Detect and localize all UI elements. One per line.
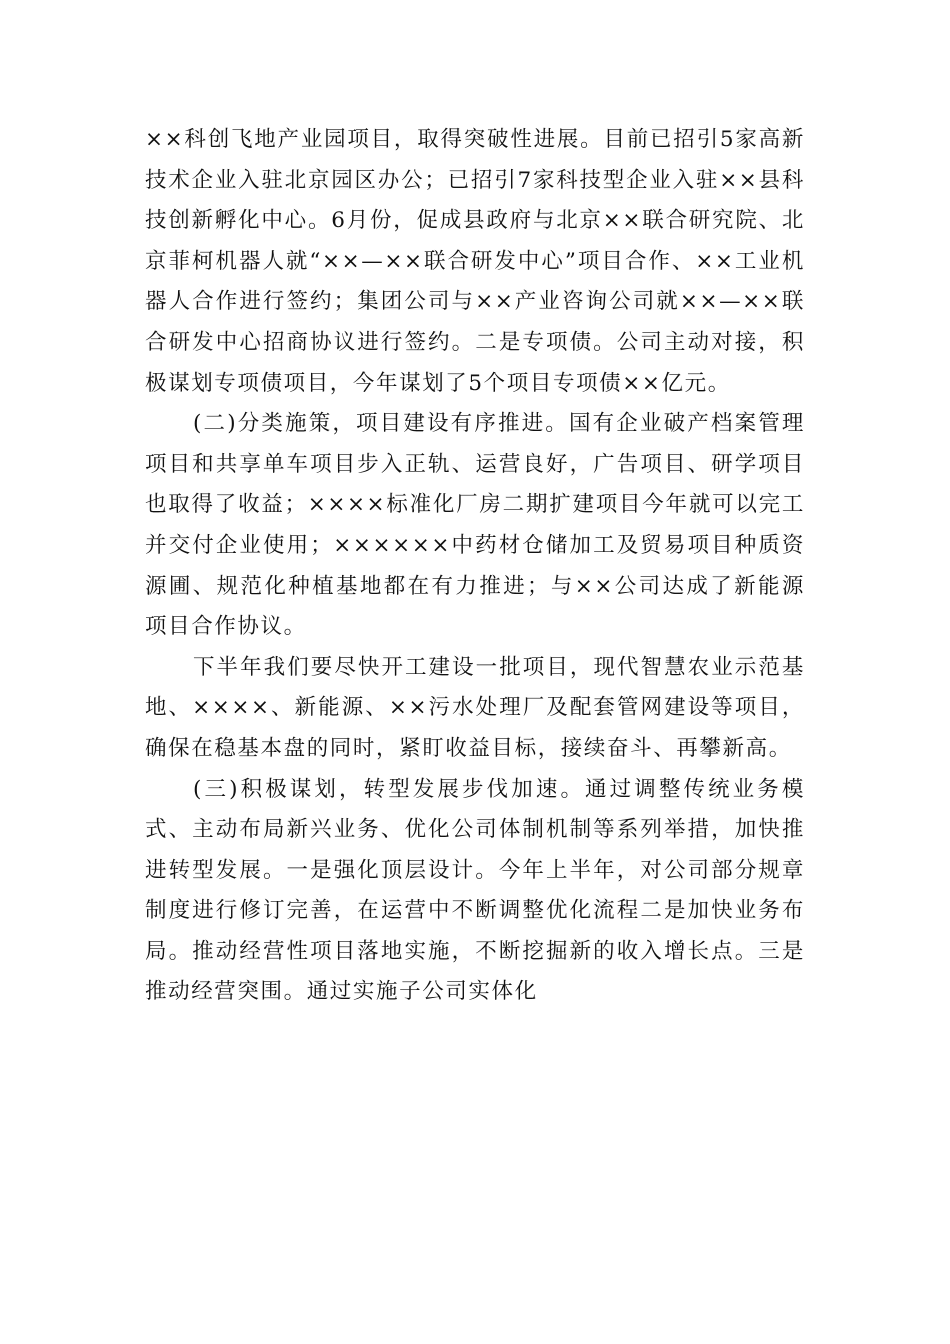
document-body bbox=[145, 120, 805, 1013]
paragraph-continuation: ××科创飞地产业园项目，取得突破性进展。目前已招引5家高新技术企业入驻北京园区办公；已招引7家科技型企业入驻××县科技创新孵化中心。6月份，促成县政府与北京××联合研究院、北京菲柯机器人就“××—××联合研发中心”项目合作、××工业机器人合作进行签约；集团公司与××产业咨询公司就××—××联合研发中心招商协议进行签约。二是专项债。公司主动对接，积极谋划专项债项目，今年谋划了5个项目专项债××亿元。 bbox=[145, 127, 805, 396]
paragraph-section-three: (三)积极谋划，转型发展步伐加速。通过调整传统业务模式、主动布局新兴业务、优化公司体制机制等系列举措，加快推进转型发展。一是强化顶层设计。今年上半年，对公司部分规章制度进行修订完善，在运营中不断调整优化流程二是加快业务布局。推动经营性项目落地实施，不断挖掘新的收入增长点。三是推动经营突围。通过实施子公司实体化 bbox=[145, 776, 805, 1005]
paragraph-section-two: (二)分类施策，项目建设有序推进。国有企业破产档案管理项目和共享单车项目步入正轨、运营良好，广告项目、研学项目也取得了收益；××××标准化厂房二期扩建项目今年就可以完工并交付企业使用；××××××中药材仓储加工及贸易项目种质资源圃、规范化种植基地都在有力推进；与××公司达成了新能源项目合作协议。 bbox=[145, 411, 805, 640]
paragraph-second-half-plan: 下半年我们要尽快开工建设一批项目，现代智慧农业示范基地、××××、新能源、××污水处理厂及配套管网建设等项目，确保在稳基本盘的同时，紧盯收益目标，接续奋斗、再攀新高。 bbox=[145, 654, 805, 761]
